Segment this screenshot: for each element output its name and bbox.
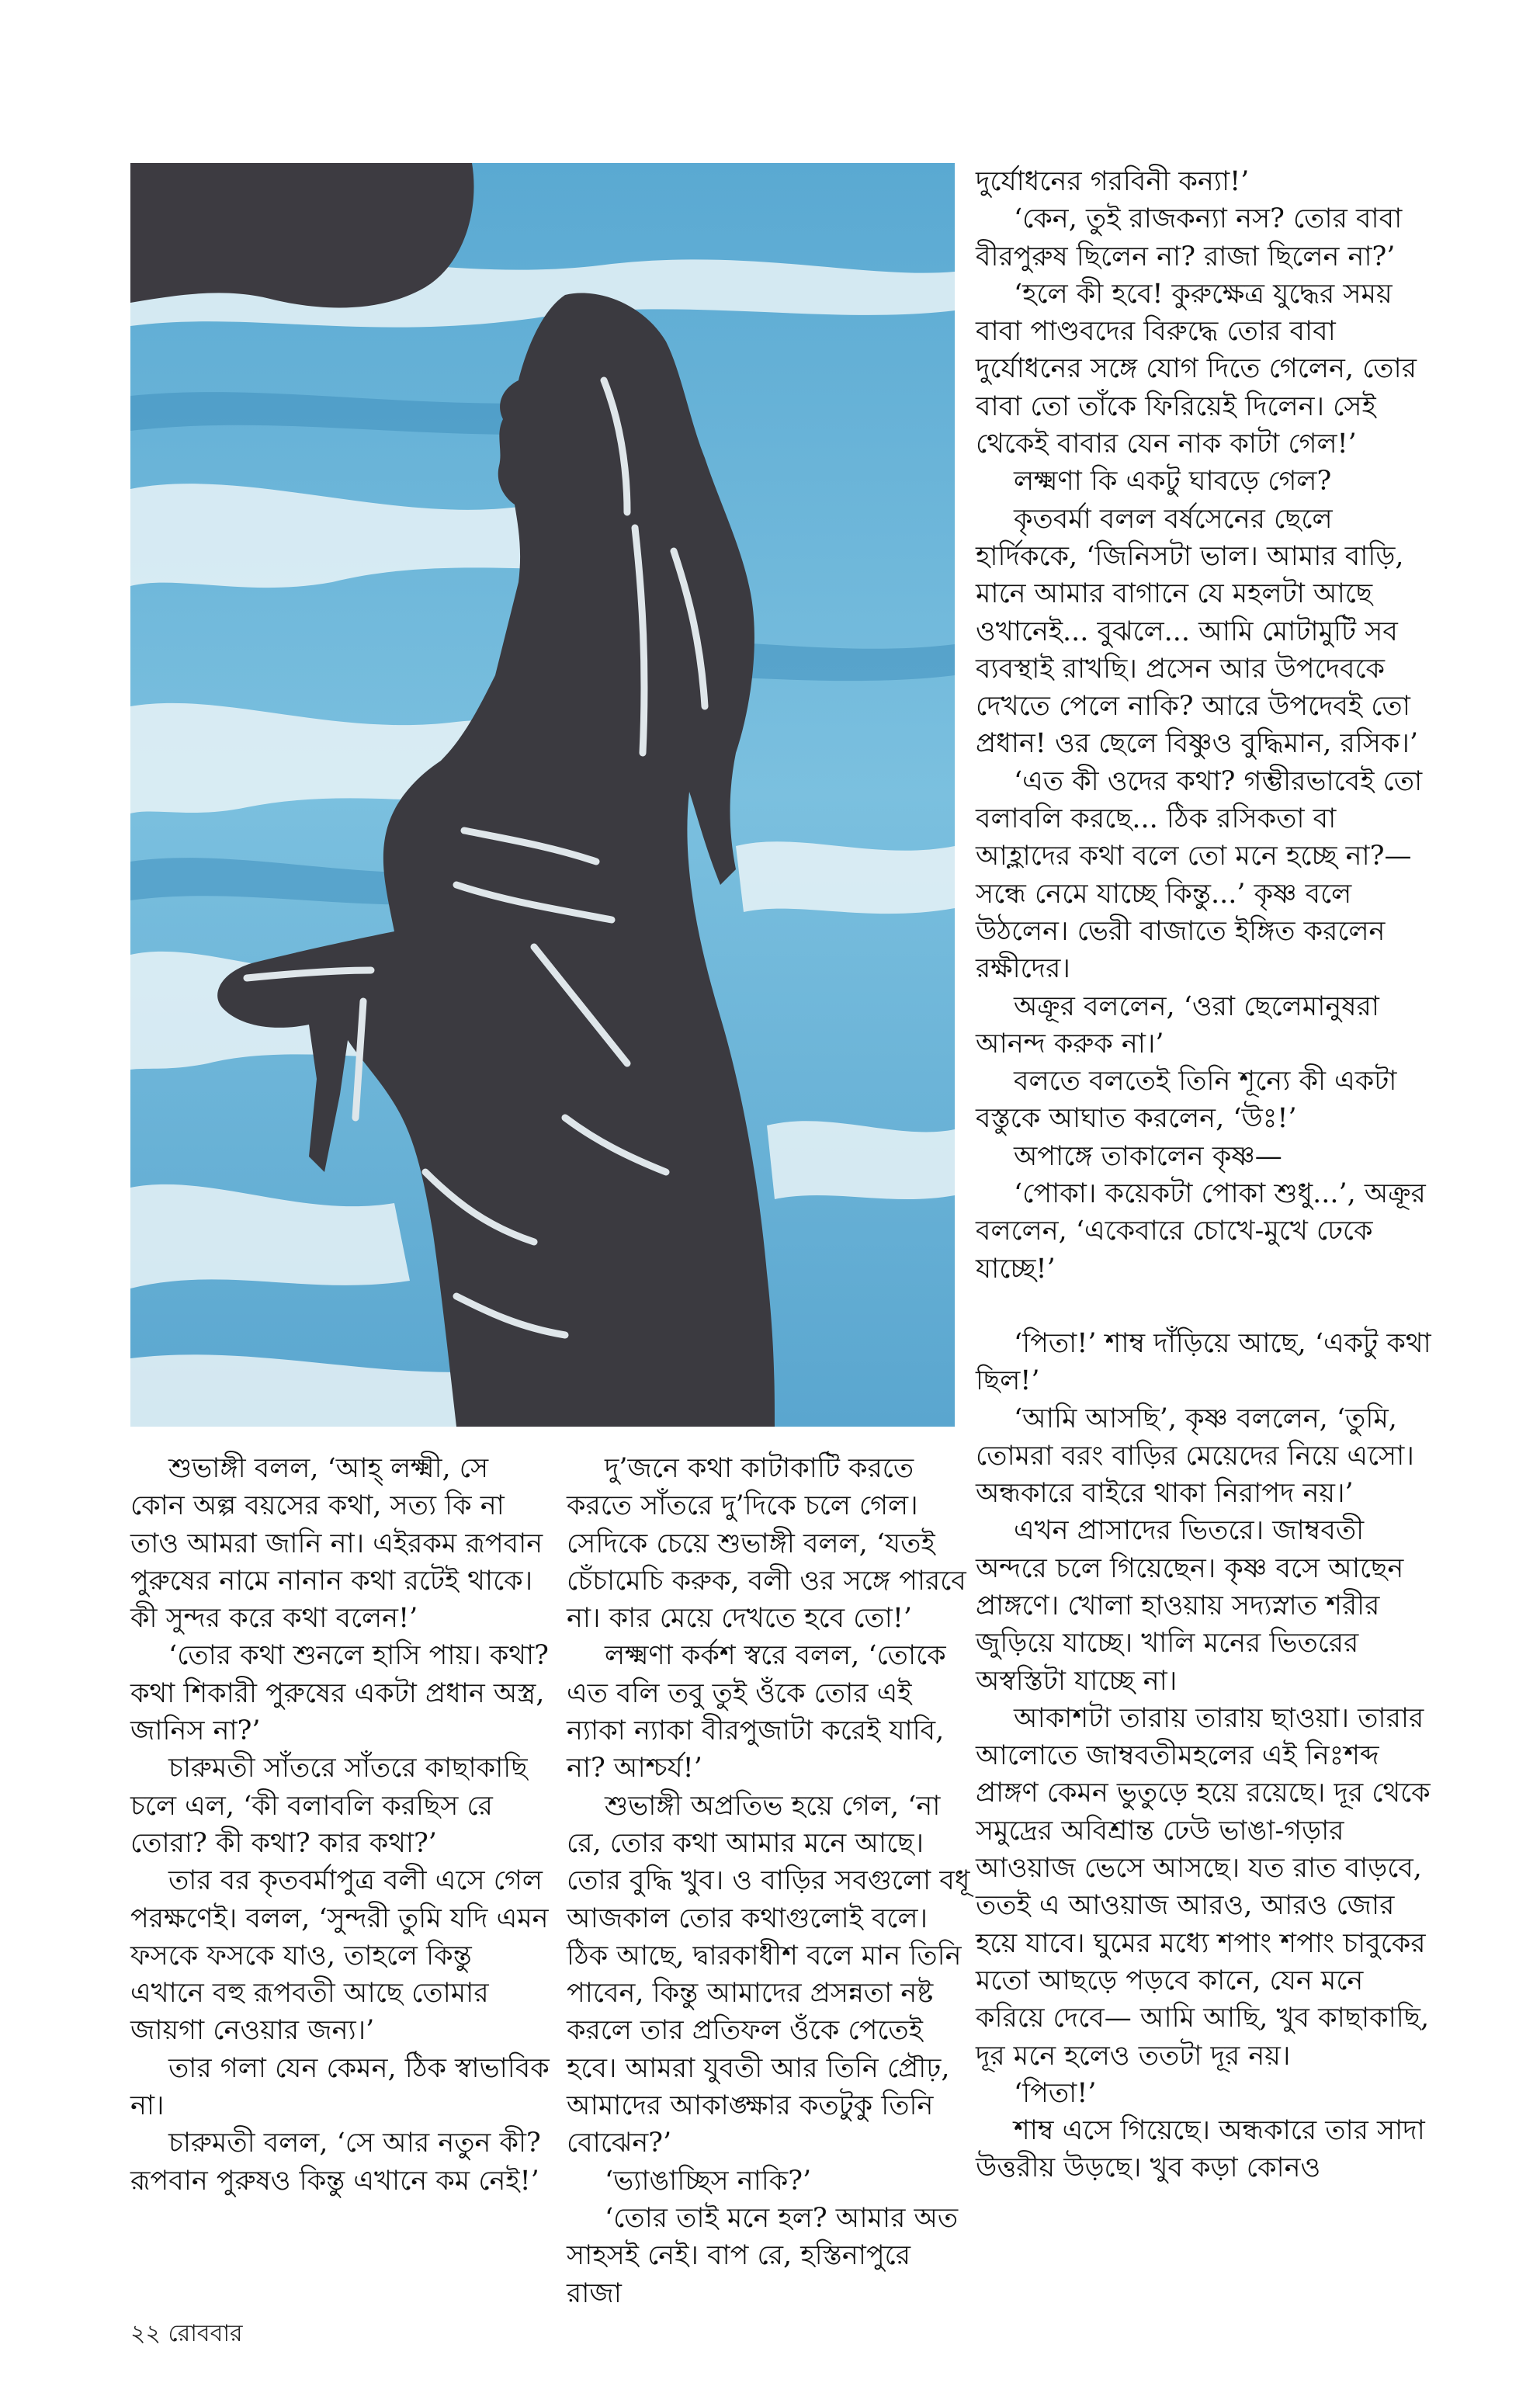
paragraph: লক্ষ্মণা কর্কশ স্বরে বলল, ‘তোকে এত বলি তবু তুই ওঁকে তোর এই ন্যাকা ন্যাকা বীরপুজাটা করেই যাবি, না? আশ্চর্য!’ <box>567 1640 955 1784</box>
paragraph: লক্ষ্মণা কি একটু ঘাবড়ে গেল? <box>1014 466 1332 498</box>
paragraph: এখন প্রাসাদের ভিতরে। জাম্ববতী অন্দরে চলে গিয়েছেন। কৃষ্ণ বসে আছেন প্রাঙ্গণে। খোলা হাওয়ায় সদ্যস্নাত শরীর জুড়িয়ে যাচ্ছে। খালি মনের ভিতরের অস্বস্তিটা যাচ্ছে না। <box>976 1515 1413 1697</box>
dark-moon <box>130 163 474 307</box>
paragraph: শুভাঙ্গী বলল, ‘আহ্ লক্ষ্মী, সে কোন অল্প বয়সের কথা, সত্য কি না তাও আমরা জানি না। এইরকম রূপবান পুরুষের নামে নানান কথা রটেই থাকে। কী সুন্দর করে কথা বলেন!’ <box>130 1453 552 1635</box>
paragraph: ‘পোকা। কয়েকটা পোকা শুধু...’, অক্রূর বললেন, ‘একেবারে চোখে-মুখে ঢেকে যাচ্ছে!’ <box>976 1178 1434 1285</box>
page-footer: ২২ রোববার <box>130 2320 243 2347</box>
middle-text-column <box>567 1450 979 2312</box>
paragraph: ‘হলে কী হবে! কুরুক্ষেত্র যুদ্ধের সময় বাবা পাণ্ডবদের বিরুদ্ধে তোর বাবা দুর্যোধনের সঙ্গে যোগ দিতে গেলেন, তোর বাবা তো তাঁকে ফিরিয়েই দিলেন। সেই থেকেই বাবার যেন নাক কাটা গেল!’ <box>976 278 1426 460</box>
right-text-column <box>976 163 1440 2187</box>
paragraph: ‘আমি আসছি’, কৃষ্ণ বললেন, ‘তুমি, তোমরা বরং বাড়ির মেয়েদের নিয়ে এসো। অন্ধকারে বাইরে থাকা নিরাপদ নয়।’ <box>976 1403 1423 1510</box>
paragraph: ‘পিতা!’ <box>1014 2077 1097 2109</box>
paragraph: শাম্ব এসে গিয়েছে। অন্ধকারে তার সাদা উত্তরীয় উড়ছে। খুব কড়া কোনও <box>976 2115 1434 2184</box>
paragraph: চারুমতী বলল, ‘সে আর নতুন কী? রূপবান পুরুষও কিন্তু এখানে কম নেই!’ <box>130 2128 550 2197</box>
paragraph: তার বর কৃতবর্মাপুত্র বলী এসে গেল পরক্ষণেই। বলল, ‘সুন্দরী তুমি যদি এমন ফসকে ফসকে যাও, তাহলে কিন্তু এখানে বহু রূপবতী আছে তোমার জায়গা নেওয়ার জন্য।’ <box>130 1865 557 2047</box>
paragraph: ‘এত কী ওদের কথা? গম্ভীরভাবেই তো বলাবলি করছে... ঠিক রসিকতা বা আহ্লাদের কথা বলে তো মনে হচ্ছে না?—সন্ধে নেমে যাচ্ছে কিন্তু...’ কৃষ্ণ বলে উঠলেন। ভেরী বাজাতে ইঙ্গিত করলেন রক্ষীদের। <box>976 765 1431 985</box>
paragraph: দু’জনে কথা কাটাকাটি করতে করতে সাঁতরে দু’দিকে চলে গেল। সেদিকে চেয়ে শুভাঙ্গী বলল, ‘যতই চেঁচামেচি করুক, বলী ওর সঙ্গে পারবে না। কার মেয়ে দেখতে হবে তো!’ <box>567 1453 975 1635</box>
paragraph: তার গলা যেন কেমন, ঠিক স্বাভাবিক না। <box>130 2052 558 2122</box>
paragraph: ‘পিতা!’ শাম্ব দাঁড়িয়ে আছে, ‘একটু কথা ছিল!’ <box>976 1327 1440 1397</box>
story-illustration <box>130 163 955 1427</box>
left-text-column <box>130 1450 558 2200</box>
paragraph: ‘কেন, তুই রাজকন্যা নস? তোর বাবা বীরপুরুষ ছিলেন না? রাজা ছিলেন না?’ <box>976 203 1411 272</box>
paragraph: কৃতবর্মা বলল বর্ষসেনের ছেলে হার্দিককে, ‘জিনিসটা ভাল। আমার বাড়ি, মানে আমার বাগানে যে মহলটা আছে ওখানেই... বুঝলে... আমি মোটামুটি সব ব্যবস্থাই রাখছি। প্রসেন আর উপদেবকে দেখতে পেলে নাকি? আরে উপদেবই তো প্রধান! ওর ছেলে বিষ্ণুও বুদ্ধিমান, রসিক।’ <box>976 503 1419 760</box>
paragraph: চারুমতী সাঁতরে সাঁতরে কাছাকাছি চলে এল, ‘কী বলাবলি করছিস রে তোরা? কী কথা? কার কথা?’ <box>130 1753 536 1859</box>
paragraph: দুর্যোধনের গরবিনী কন্যা!’ <box>976 166 1250 197</box>
paragraph: বলতে বলতেই তিনি শূন্যে কী একটা বস্তুকে আঘাত করলেন, ‘উঃ!’ <box>976 1066 1406 1135</box>
paragraph: ‘তোর তাই মনে হল? আমার অত সাহসই নেই। বাপ রে, হস্তিনাপুরে রাজা <box>567 2202 967 2309</box>
paragraph: অক্রূর বললেন, ‘ওরা ছেলেমানুষরা আনন্দ করুক না।’ <box>976 990 1389 1060</box>
paragraph: অপাঙ্গে তাকালেন কৃষ্ণ— <box>1014 1140 1282 1172</box>
paragraph: ‘তোর কথা শুনলে হাসি পায়। কথা? কথা শিকারী পুরুষের একটা প্রধান অস্ত্র, জানিস না?’ <box>130 1640 558 1747</box>
paragraph: শুভাঙ্গী অপ্রতিভ হয়ে গেল, ‘না রে, তোর কথা আমার মনে আছে। তোর বুদ্ধি খুব। ও বাড়ির সবগুলো বধূ আজকাল তোর কথাগুলোই বলে। ঠিক আছে, দ্বারকাধীশ বলে মান তিনি পাবেন, কিন্তু আমাদের প্রসন্নতা নষ্ট করলে তার প্রতিফল ওঁকে পেতেই হবে। আমরা যুবতী আর তিনি প্রৌঢ়, আমাদের আকাঙ্ক্ষার কতটুকু তিনি বোঝেন?’ <box>567 1790 979 2159</box>
paragraph: ‘ভ্যাঙাচ্ছিস নাকি?’ <box>605 2165 812 2197</box>
paragraph: আকাশটা তারায় তারায় ছাওয়া। তারার আলোতে জাম্ববতীমহলের এই নিঃশব্দ প্রাঙ্গণ কেমন ভুতুড়ে হয়ে রয়েছে। দূর থেকে সমুদ্রের অবিশ্রান্ত ঢেউ ভাঙা-গড়ার আওয়াজ ভেসে আসছে। যত রাত বাড়বে, ততই এ আওয়াজ আরও, আরও জোর হয়ে যাবে। ঘুমের মধ্যে শপাং শপাং চাবুকের মতো আছড়ে পড়বে কানে, যেন মনে করিয়ে দেবে— আমি আছি, খুব কাছাকাছি, দূর মনে হলেও ততটা দূর নয়। <box>976 1702 1439 2072</box>
silhouette-painting <box>130 163 955 1427</box>
